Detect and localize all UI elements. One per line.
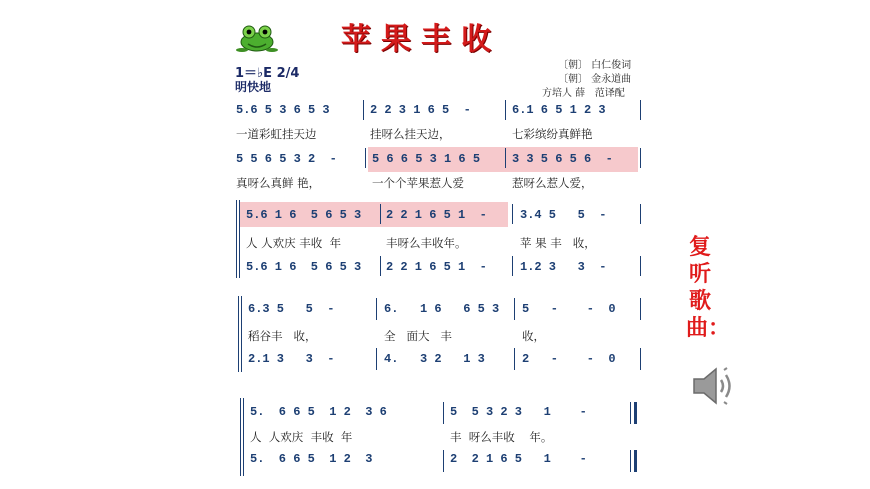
speaker-icon[interactable] (690, 364, 738, 408)
lyrics-row-2-bar-2: 一个个苹果惹人爱 (372, 176, 464, 190)
lyrics-row-3-bar-1: 人 人欢庆 丰收 年 (246, 236, 342, 250)
composer-credit: 〔朝〕 金永道曲 (558, 74, 632, 85)
barline (443, 402, 444, 424)
barline (640, 100, 641, 120)
barline (380, 256, 381, 276)
notes-row-2-bar-1: 5 5 6 5 3 2 - (236, 152, 337, 166)
notes-row-5-bar-1: 6.3 5 5 - (248, 302, 335, 316)
notes-row-1-bar-3: 6.1 6 5 1 2 3 (512, 103, 606, 117)
barline (376, 348, 377, 370)
notes-row-1-bar-1: 5.6 5 3 6 5 3 (236, 103, 330, 117)
lyrics-row-5-bar-1: 稻谷丰 收， (248, 329, 317, 343)
lyrics-row-1-bar-1: 一道彩虹挂天边 (236, 127, 317, 141)
barline (514, 298, 515, 320)
final-barline-thick (634, 402, 637, 424)
lyrics-row-5-bar-2: 全 面大 丰 (384, 329, 452, 343)
barline (380, 204, 381, 224)
key-signature: 1＝♭E 2/4 (235, 66, 300, 81)
notes-row-8-bar-2: 2 2 1 6 5 1 - (450, 452, 587, 466)
system-brace (239, 200, 240, 278)
notes-row-2-bar-2: 5 6 6 5 3 1 6 5 (372, 152, 481, 166)
barline (640, 204, 641, 224)
notes-row-3-bar-1: 5.6 1 6 5 6 5 3 (246, 208, 362, 222)
lyrics-row-3-bar-2: 丰呀么丰收年。 (386, 236, 467, 250)
notes-row-6-bar-2: 4. 3 2 1 3 (384, 352, 485, 366)
notes-row-5-bar-2: 6. 1 6 6 5 3 (384, 302, 500, 316)
barline (640, 256, 641, 276)
final-barline (630, 402, 631, 424)
notes-row-4-bar-3: 1.2 3 3 - (520, 260, 607, 274)
lyrics-row-2-bar-3: 惹呀么惹人爱， (512, 176, 593, 190)
lyrics-row-7-bar-2: 丰 呀么丰收 年。 (450, 430, 553, 444)
barline (376, 298, 377, 320)
system-brace (243, 398, 244, 476)
lyrics-row-3-bar-3: 苹 果 丰 收， (520, 236, 596, 250)
notes-row-7-bar-1: 5. 6 6 5 1 2 3 6 (250, 405, 387, 419)
barline (512, 256, 513, 276)
barline (512, 204, 513, 224)
notes-row-6-bar-3: 2 - - 0 (522, 352, 616, 366)
barline (640, 348, 641, 370)
notes-row-3-bar-3: 3.4 5 5 - (520, 208, 607, 222)
barline (443, 450, 444, 472)
system-brace (238, 296, 239, 372)
frog-logo-icon (234, 22, 280, 54)
system-brace (241, 296, 242, 372)
lyricist-credit: 〔朝〕 白仁俊词 (558, 60, 632, 71)
system-brace (240, 398, 241, 476)
lyrics-row-2-bar-1: 真呀么真鲜 艳， (236, 176, 321, 190)
barline (505, 100, 506, 120)
lyrics-row-7-bar-1: 人 人欢庆 丰收 年 (250, 430, 353, 444)
barline (514, 348, 515, 370)
notes-row-5-bar-3: 5 - - 0 (522, 302, 616, 316)
barline (505, 148, 506, 168)
final-barline (630, 450, 631, 472)
notes-row-4-bar-1: 5.6 1 6 5 6 5 3 (246, 260, 362, 274)
notes-row-1-bar-2: 2 2 3 1 6 5 - (370, 103, 471, 117)
barline (640, 298, 641, 320)
listen-again-caption: 复听歌曲： (686, 235, 731, 341)
barline (365, 148, 366, 168)
notes-row-7-bar-2: 5 5 3 2 3 1 - (450, 405, 587, 419)
system-brace (236, 200, 237, 278)
score-sheet (228, 0, 648, 489)
lyrics-row-5-bar-3: 收， (522, 329, 545, 343)
barline (640, 148, 641, 168)
notes-row-8-bar-1: 5. 6 6 5 1 2 3 (250, 452, 373, 466)
barline (363, 100, 364, 120)
notes-row-4-bar-2: 2 2 1 6 5 1 - (386, 260, 487, 274)
translator-credit: 方培人 薛 范译配 (542, 88, 625, 99)
notes-row-3-bar-2: 2 2 1 6 5 1 - (386, 208, 487, 222)
lyrics-row-1-bar-2: 挂呀么挂天边， (370, 127, 451, 141)
final-barline-thick (634, 450, 637, 472)
notes-row-6-bar-1: 2.1 3 3 - (248, 352, 335, 366)
lyrics-row-1-bar-3: 七彩缤纷真鲜艳 (512, 127, 593, 141)
song-title: 苹果丰收 (341, 22, 501, 57)
tempo-marking: 明快地 (235, 80, 272, 94)
notes-row-2-bar-3: 3 3 5 6 5 6 - (512, 152, 613, 166)
